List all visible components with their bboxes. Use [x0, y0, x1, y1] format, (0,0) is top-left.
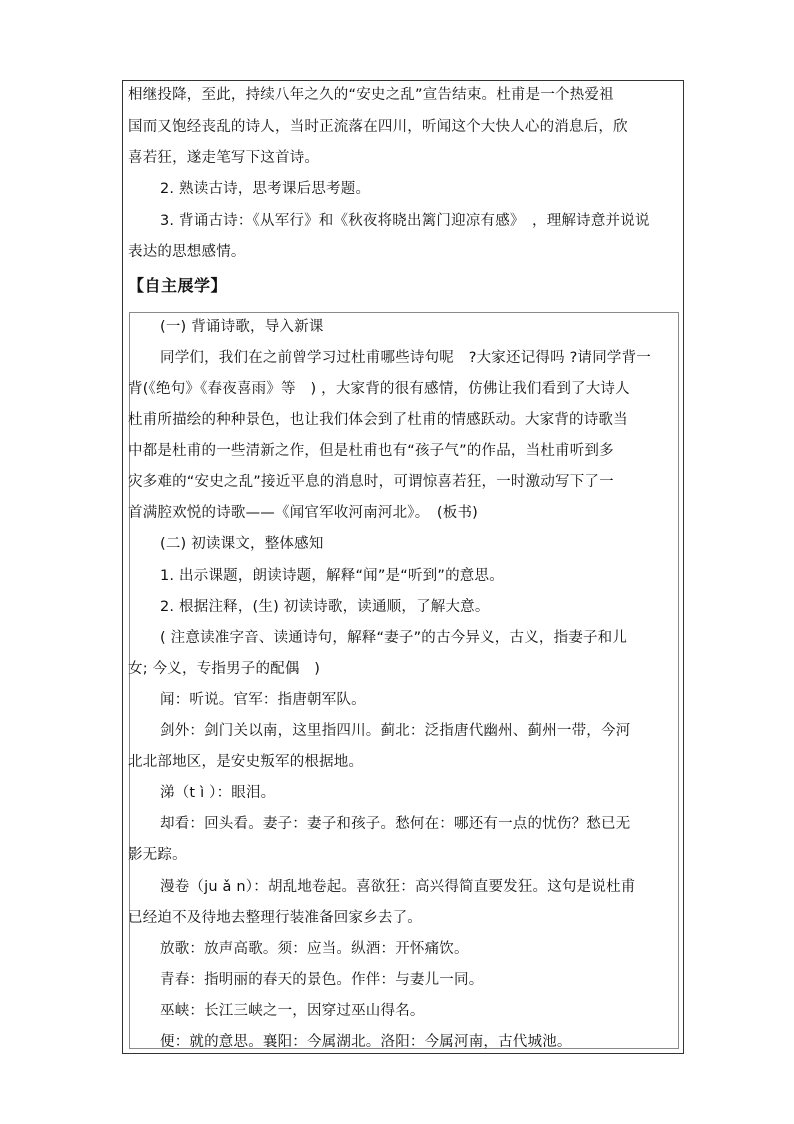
body-line: 便：就的意思。襄阳：今属湖北。洛阳：今属河南，古代城池。 — [160, 1034, 572, 1050]
section-heading: 【自主展学】 — [128, 276, 228, 295]
body-line: 剑外：剑门关以南，这里指四川。蓟北：泛指唐代幽州、蓟州一带，今河 — [160, 723, 631, 739]
body-line: 漫卷（ju ǎ n）：胡乱地卷起。喜欲狂：高兴得简直要发狂。这句是说杜甫 — [160, 879, 636, 895]
body-line: 影无踪。 — [128, 847, 187, 863]
intro-line: 国而又饱经丧乱的诗人，当时正流落在四川，听闻这个大快人心的消息后，欣 — [128, 119, 628, 135]
intro-line: 相继投降，至此，持续八年之久的“安史之乱”宣告结束。杜甫是一个热爱祖 — [128, 87, 614, 103]
body-line: (二) 初读课文，整体感知 — [160, 536, 324, 552]
body-line: 1. 出示课题，朗读诗题，解释“闻”是“听到”的意思。 — [160, 568, 504, 584]
body-line: 放歌：放声高歌。须：应当。纵酒：开怀痛饮。 — [160, 941, 469, 957]
body-line: 同学们，我们在之前曾学习过杜甫哪些诗句呢 ?大家还记得吗 ?请同学背一 — [160, 350, 651, 366]
intro-line: 2. 熟读古诗，思考课后思考题。 — [160, 181, 371, 197]
body-line: 却看：回头看。妻子：妻子和孩子。愁何在：哪还有一点的忧伤？愁已无 — [160, 816, 631, 832]
body-line: 杜甫所描绘的种种景色，也让我们体会到了杜甫的情感跃动。大家背的诗歌当 — [128, 412, 628, 428]
body-line: 中都是杜甫的一些清新之作，但是杜甫也有“孩子气”的作品，当杜甫听到多 — [128, 443, 614, 459]
body-line: 背(《绝句》《春夜喜雨》等 ) ，大家背的很有感情，仿佛让我们看到了大诗人 — [128, 381, 630, 397]
body-line: 北北部地区，是安史叛军的根据地。 — [128, 754, 364, 770]
intro-line: 喜若狂，遂走笔写下这首诗。 — [128, 150, 320, 166]
body-line: 已经迫不及待地去整理行装准备回家乡去了。 — [128, 910, 422, 926]
body-line: 首满腔欢悦的诗歌——《闻官军收河南河北》。 (板书) — [128, 505, 479, 521]
body-line: 青春：指明丽的春天的景色。作伴：与妻儿一同。 — [160, 972, 484, 988]
body-line: 2. 根据注释，(生) 初读诗歌，读通顺，了解大意。 — [160, 599, 490, 615]
body-line: 涕（t ì ）：眼泪。 — [160, 785, 276, 801]
intro-line: 3. 背诵古诗：《从军行》和《秋夜将晓出篱门迎凉有感》 ，理解诗意并说说 — [160, 213, 650, 229]
body-line: 灾多难的“安史之乱”接近平息的消息时，可谓惊喜若狂，一时激动写下了一 — [128, 474, 614, 490]
body-line: 女; 今义，专指男子的配偶 ) — [128, 661, 321, 677]
body-line: 巫峡：长江三峡之一，因穿过巫山得名。 — [160, 1003, 425, 1019]
body-line: (一) 背诵诗歌，导入新课 — [160, 319, 324, 335]
body-line: ( 注意读准字音、读通诗句，解释“妻子”的古今异义，古义，指妻子和儿 — [160, 630, 628, 646]
body-line: 闻：听说。官军：指唐朝军队。 — [160, 692, 366, 708]
intro-line: 表达的思想感情。 — [128, 244, 246, 260]
